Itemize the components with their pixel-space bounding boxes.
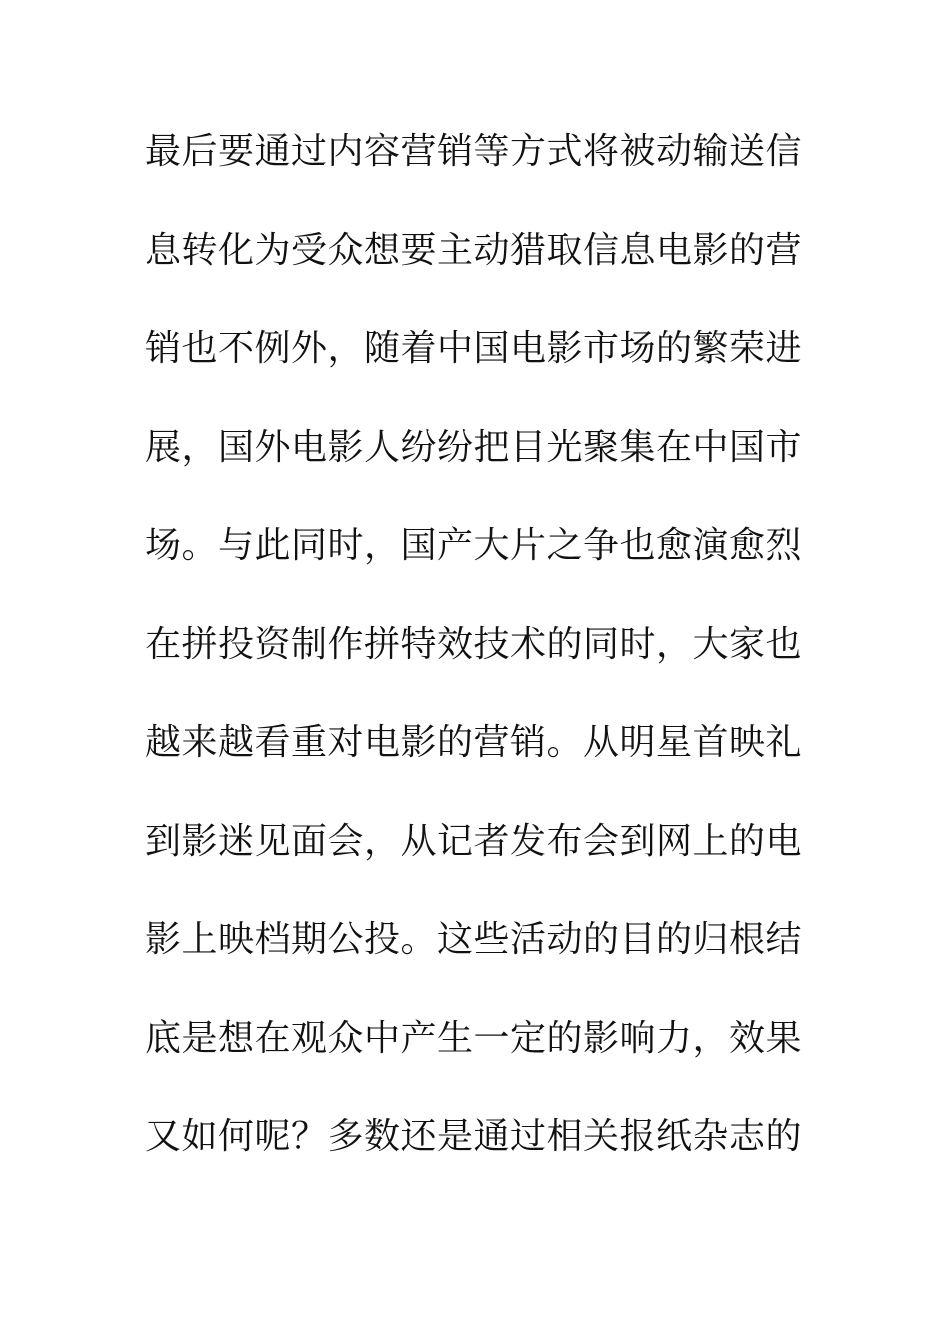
body-text [145, 120, 810, 1204]
text-line: 到影迷见面会，从记者发布会到网上的电 [145, 820, 803, 862]
text-line: 场。与此同时，国产大片之争也愈演愈烈 [145, 525, 803, 566]
text-line: 销也不例外，随着中国电影市场的繁荣进 [145, 328, 803, 369]
text-line: 越来越看重对电影的营销。从明星首映礼 [145, 722, 803, 763]
text-line: 最后要通过内容营销等方式将被动输送信 [145, 131, 803, 172]
text-line: 影上映档期公投。这些活动的目的归根结 [145, 919, 803, 960]
text-line: 展，国外电影人纷纷把目光聚集在中国市 [145, 426, 803, 468]
text-line: 底是想在观众中产生一定的影响力，效果 [145, 1017, 803, 1059]
text-line: 又如何呢？多数还是通过相关报纸杂志的 [145, 1116, 803, 1157]
text-line: 息转化为受众想要主动猎取信息电影的营 [145, 229, 803, 271]
text-line: 在拼投资制作拼特效技术的同时，大家也 [145, 623, 803, 665]
